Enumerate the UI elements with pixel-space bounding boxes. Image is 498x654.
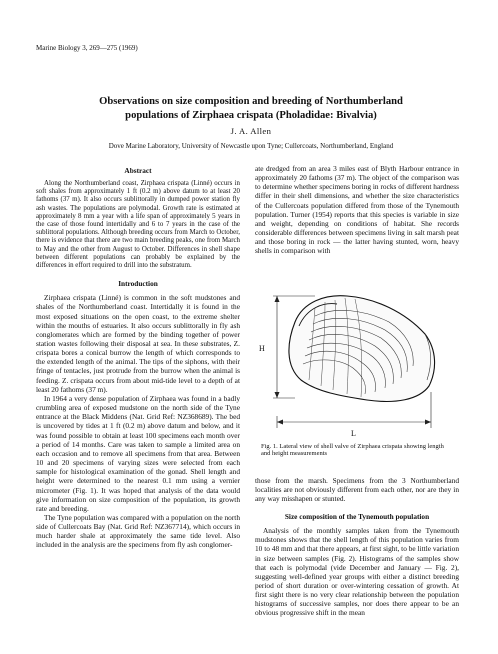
- title-line-2: populations of Zirphaea crispata (Pholadidae: Bivalvia): [125, 109, 377, 121]
- figure-1: [255, 262, 459, 476]
- size-composition-text: Analysis of the monthly samples taken from the Tynemouth mudstones shows that the shell length of this population varies from 10 to 48 mm and that there appears, at first sight, to be little variation in size between samples (Fig. 2). Histograms of the samples show that each is polymodal (vide December and January — Fig. 2), suggesting well-defined year groups with either a distinct breeding period of short duration or over-wintering cessation of growth. At first sight there is no very clear relationship between the population histograms of successive samples, nor does there appear to be an obvious progressive shift in the mean: [255, 526, 459, 618]
- article-title: [36, 95, 466, 122]
- intro-paragraph-1: Zirphaea crispata (Linné) is common in the soft mudstones and shales of the Northumberland coast. Intertidally it is found in the most exposed situations on the open coast, to the extreme shelter within the mouths of estuaries. It also occurs sublittorally in fly ash conglomerates which are formed by the binding together of power station wastes following their disposal at sea. In these substrates, Z. crispata bores a conical burrow the length of which corresponds to the extended length of the animal. The tips of the siphons, with their fringe of tentacles, just protrude from the burrow when the animal is feeding. Z. crispata occurs from about mid-tide level to a depth of at least 20 fathoms (37 m).: [36, 293, 240, 394]
- intro-paragraph-3: The Tyne population was compared with a population on the north side of Cullercoats Bay (Nat. Grid Ref: NZ367714), which occurs in much harder shale at approximately the same tide level. Also included in the analysis are the specimens from fly ash conglomer-: [36, 512, 240, 550]
- right-paragraph-continued: ate dredged from an area 3 miles east of Blyth Harbour entrance in approximately 20 fathoms (37 m). The object of the comparison was to determine whether specimens boring in rocks of different hardness differ in their shell dimensions, and whether the size characteristics of the Cullercoats population differed from those of the Tynemouth population. Turner (1954) reports that this species is variable in size and weight, depending on conditions of habitat. She records considerable differences between specimens living in salt marsh peat and those boring in rock — the latter having stunted, worn, heavy shells in comparison with: [255, 164, 459, 256]
- intro-paragraph-2: In 1964 a very dense population of Zirphaea was found in a badly crumbling area of exposed mudstone on the north side of the Tyne entrance at the Black Middens (Nat. Grid Ref: NZ368689). The bed is uncovered by tides at 1 ft (0.2 m) above datum and below, and it was found possible to obtain at least 100 specimens each month over a period of 14 months. Care was taken to sample a limited area on each occasion and to remove all specimens from that area. Between 10 and 20 specimens of varying sizes were selected from each sample for histological examination of the gonad. Shell length and height were determined to the nearest 0.1 mm using a vernier micrometer (Fig. 1). It was hoped that analysis of the data would give information on size composition of the population, its growth rate and breeding.: [36, 393, 240, 513]
- figure-label-length: L: [351, 428, 356, 438]
- author-name: J. A. Allen: [230, 126, 272, 136]
- shell-valve-drawing: [255, 262, 459, 438]
- figure-label-height: H: [259, 343, 265, 353]
- author-affiliation: Dove Marine Laboratory, University of Newcastle upon Tyne; Cullercoats, Northumberland, England: [108, 142, 394, 150]
- introduction-heading: Introduction: [118, 279, 158, 289]
- right-paragraph-after-figure: those from the marsh. Specimens from the 3 Northumberland localities are not obviously different from each other, nor are they in any way misshapen or stunted.: [255, 475, 459, 503]
- right-column: [255, 164, 459, 618]
- journal-citation: Marine Biology 3, 269—275 (1969): [36, 44, 138, 52]
- abstract-text: Along the Northumberland coast, Zirphaea crispata (Linné) occurs in soft shales from approximately 1 ft (0.2 m) above datum to at least 20 fathoms (37 m). It also occurs sublittorally in dumped power station fly ash wastes. The populations are polymodal. Growth rate is estimated at approximately 8 mm a year with a life span of approximately 5 years in the case of those found intertidally and 6 to 7 years in the case of the sublittoral populations. Although breeding occurs from March to October, there is evidence that there are two main breeding peaks, one from March to May and the other from August to October. Differences in shell shape between different populations can probably be explained by the differences in effort required to drill into the substratum.: [36, 180, 240, 270]
- size-composition-heading: Size composition of the Tynemouth population: [284, 512, 430, 522]
- abstract-heading: Abstract: [124, 166, 152, 175]
- title-line-1: Observations on size composition and breeding of Northumberland: [99, 96, 403, 107]
- figure-1-caption: Fig. 1. Lateral view of shell valve of Zirphaea crispata showing length and height measurements: [261, 442, 444, 458]
- left-column: [36, 164, 240, 550]
